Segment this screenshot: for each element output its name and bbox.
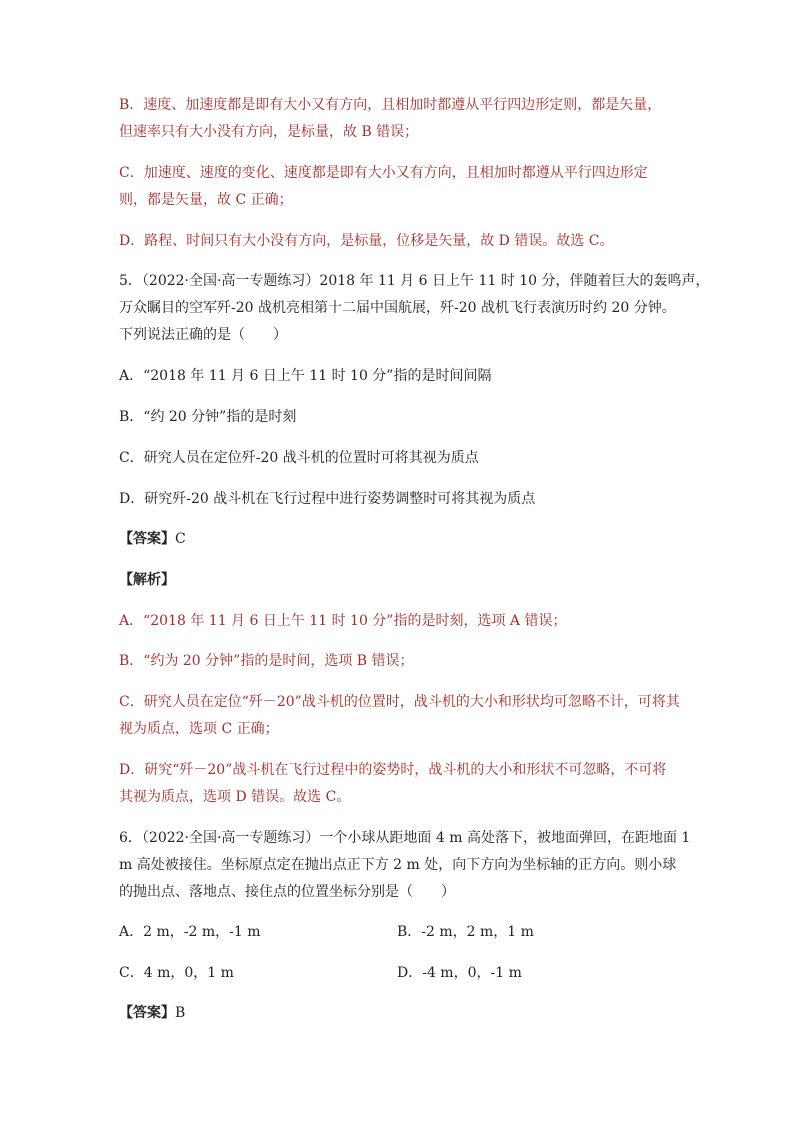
q5-answer-label: 【答案】 <box>119 531 175 547</box>
q5-option-b: B．“约 20 分钟”指的是时刻 <box>119 409 297 425</box>
q6-answer <box>119 1003 185 1023</box>
q6-stem-line2: m 高处被接住。坐标原点定在抛出点正下方 2 m 处，向下方向为坐标轴的正方向。则小球 <box>119 857 677 873</box>
q6-option-b: B．-2 m，2 m，1 m <box>397 924 534 940</box>
q6-stem-line1: 6．（2022·全国·高一专题练习）一个小球从距地面 4 m 高处落下，被地面弹回，在距地面 1 <box>119 830 691 846</box>
q6-answer-label: 【答案】 <box>119 1005 175 1021</box>
q5-option-c: C．研究人员在定位歼-20 战斗机的位置时可将其视为质点 <box>119 450 479 466</box>
q5-explanation-d-line2: 其视为质点，选项 D 错误。故选 C。 <box>119 789 351 805</box>
q5-answer <box>119 529 186 549</box>
q5-analysis-label: 【解析】 <box>119 572 175 588</box>
prev-explanation-c-line1: C．加速度、速度的变化、速度都是即有大小又有方向，且相加时都遵从平行四边形定 <box>119 165 648 181</box>
q5-explanation-c-line1: C．研究人员在定位“歼－20”战斗机的位置时，战斗机的大小和形状均可忽略不计，可将其 <box>119 694 680 710</box>
q5-explanation-a: A．“2018 年 11 月 6 日上午 11 时 10 分”指的是时刻，选项 A 错误； <box>119 613 567 629</box>
q5-stem-line2: 万众瞩目的空军歼-20 战机亮相第十二届中国航展，歼-20 战机飞行表演历时约 20 分钟。 <box>119 300 676 316</box>
q5-stem-line3: 下列说法正确的是（ ） <box>119 327 287 343</box>
q5-option-d: D．研究歼-20 战斗机在飞行过程中进行姿势调整时可将其视为质点 <box>119 491 536 507</box>
q5-explanation-d-line1: D．研究“歼－20”战斗机在飞行过程中的姿势时，战斗机的大小和形状不可忽略，不可将 <box>119 762 667 778</box>
q6-option-a: A．2 m，-2 m，-1 m <box>119 924 261 940</box>
prev-explanation-d-line1: D．路程、时间只有大小没有方向，是标量，位移是矢量，故 D 错误。故选 C。 <box>119 233 614 249</box>
q5-stem-line1: 5．（2022·全国·高一专题练习）2018 年 11 月 6 日上午 11 时 10 分，伴随着巨大的轰鸣声， <box>119 273 710 289</box>
prev-explanation-b-line2: 但速率只有大小没有方向，是标量，故 B 错误； <box>119 124 419 140</box>
q5-answer-value: C <box>175 531 186 547</box>
q5-explanation-b: B．“约为 20 分钟”指的是时间，选项 B 错误； <box>119 653 414 669</box>
q6-option-d: D．-4 m，0，-1 m <box>397 965 522 981</box>
q5-option-a: A．“2018 年 11 月 6 日上午 11 时 10 分”指的是时间间隔 <box>119 368 492 384</box>
q6-answer-value: B <box>175 1005 186 1021</box>
q6-stem-line3: 的抛出点、落地点、接住点的位置坐标分别是（ ） <box>119 884 455 900</box>
prev-explanation-c-line2: 则，都是矢量，故 C 正确； <box>119 192 293 208</box>
prev-explanation-b-line1: B．速度、加速度都是即有大小又有方向，且相加时都遵从平行四边形定则，都是矢量， <box>119 97 662 113</box>
q6-option-c: C．4 m，0，1 m <box>119 965 234 981</box>
q5-explanation-c-line2: 视为质点，选项 C 正确； <box>119 721 279 737</box>
